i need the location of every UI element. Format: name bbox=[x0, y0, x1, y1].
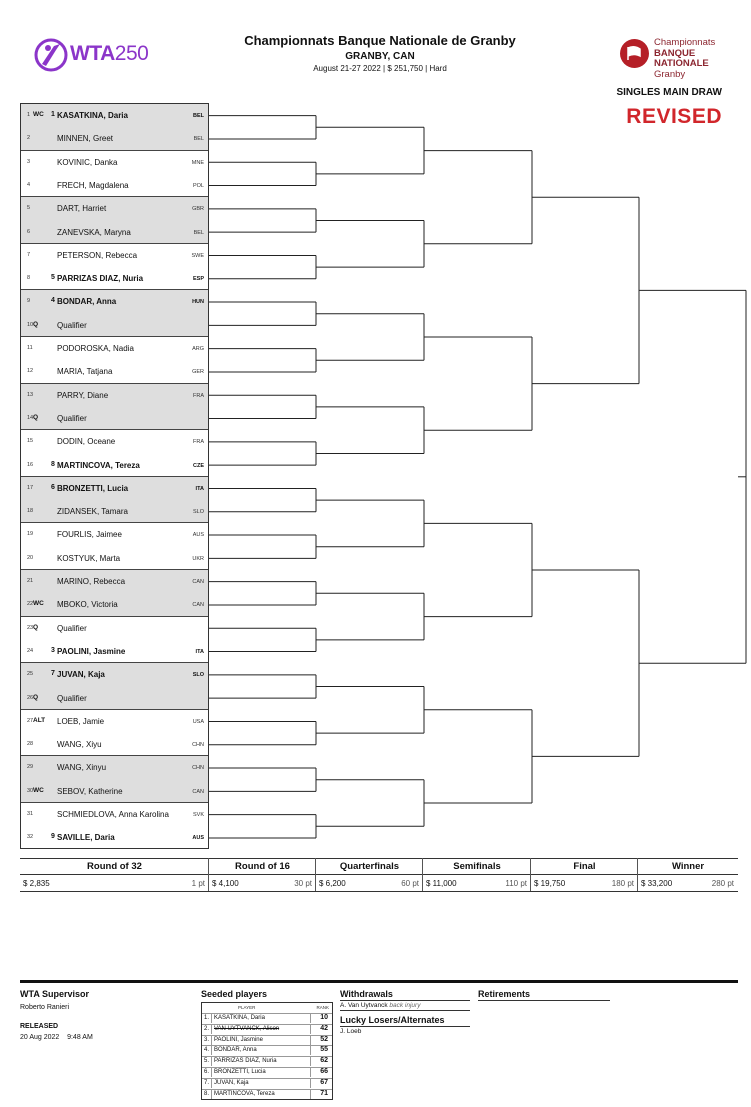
lucky-losers-heading: Lucky Losers/Alternates bbox=[340, 1015, 445, 1025]
round-name: Round of 32 bbox=[87, 861, 142, 872]
player-name: WANG, Xiyu bbox=[57, 740, 102, 750]
player-country: HUN bbox=[192, 299, 204, 306]
player-name: ZANEVSKA, Maryna bbox=[57, 227, 131, 237]
event-info: August 21-27 2022 | $ 251,750 | Hard bbox=[313, 64, 447, 73]
draw-position: 29 bbox=[27, 764, 34, 771]
player-country: UKR bbox=[192, 555, 204, 562]
withdrawal-entry: A. Van Uytvanck back injury bbox=[340, 1002, 421, 1009]
seeded-player-rank: 42 bbox=[320, 1024, 328, 1032]
draw-position: 12 bbox=[27, 368, 34, 375]
seed-index: 6. bbox=[204, 1069, 210, 1075]
player-country: POL bbox=[192, 182, 204, 189]
draw-type: SINGLES MAIN DRAW bbox=[616, 87, 722, 98]
player-name: JUVAN, Kaja bbox=[57, 670, 105, 680]
draw-position: 4 bbox=[27, 181, 31, 188]
draw-position: 30 bbox=[27, 787, 34, 794]
seeded-players-table bbox=[201, 1002, 333, 1100]
draw-position: 15 bbox=[27, 438, 34, 445]
draw-position: 11 bbox=[27, 345, 33, 351]
player-name: PARRIZAS DIAZ, Nuria bbox=[57, 274, 144, 284]
player-name: Qualifier bbox=[57, 320, 87, 330]
event-title: Championnats Banque Nationale de Granby bbox=[244, 33, 516, 48]
seeded-row bbox=[202, 1078, 332, 1088]
player-name: PETERSON, Rebecca bbox=[57, 250, 138, 260]
player-country: SVK bbox=[192, 812, 204, 818]
seeded-player-name: BONDAR, Anna bbox=[214, 1047, 257, 1054]
draw-position: 27 bbox=[27, 717, 34, 724]
entry-type: WC bbox=[33, 786, 44, 794]
player-name: KOVINIC, Danka bbox=[57, 157, 118, 167]
draw-position: 25 bbox=[27, 671, 34, 678]
entry-type: WC bbox=[33, 600, 44, 608]
player-country: CHN bbox=[192, 742, 204, 749]
round-column bbox=[531, 858, 638, 891]
entry-type: ALT bbox=[33, 716, 46, 724]
player-name: KOSTYUK, Marta bbox=[57, 553, 121, 563]
draw-position: 28 bbox=[27, 741, 34, 748]
round-name: Semifinals bbox=[453, 861, 501, 872]
seeded-col-player: PLAYER bbox=[238, 1005, 256, 1010]
seeded-player-name: VAN UYTVANCK, Alison bbox=[214, 1025, 280, 1032]
player-country: CAN bbox=[192, 579, 204, 585]
seed-number: 1 bbox=[51, 111, 55, 118]
seeded-row bbox=[202, 1056, 332, 1066]
player-name: PARRY, Diane bbox=[57, 390, 109, 400]
seed-number: 7 bbox=[51, 670, 55, 678]
player-name: MINNEN, Greet bbox=[57, 134, 114, 144]
seed-number: 8 bbox=[51, 460, 55, 468]
player-name: Qualifier bbox=[57, 623, 87, 633]
seeded-player-rank: 52 bbox=[320, 1035, 328, 1043]
draw-position: 9 bbox=[27, 298, 31, 305]
entry-type: Q bbox=[33, 693, 39, 701]
entry-type: Q bbox=[33, 320, 39, 328]
player-country: GER bbox=[192, 369, 204, 376]
draw-position: 7 bbox=[27, 251, 31, 258]
player-name: MBOKO, Victoria bbox=[57, 600, 118, 610]
player-country: ARG bbox=[192, 346, 204, 352]
player-name: LOEB, Jamie bbox=[57, 716, 105, 726]
round-prize: $ 4,100 bbox=[212, 879, 239, 888]
draw-position: 2 bbox=[27, 135, 31, 142]
seed-index: 7. bbox=[204, 1079, 210, 1086]
player-name: MARTINCOVA, Tereza bbox=[57, 460, 140, 470]
round-name: Quarterfinals bbox=[339, 861, 400, 872]
player-country: CHN bbox=[192, 765, 204, 772]
round-points: 60 pt bbox=[401, 879, 419, 888]
supervisor-heading: WTA Supervisor bbox=[20, 989, 90, 999]
player-country: BEL bbox=[193, 229, 204, 236]
sponsor-line-1: Championnats bbox=[654, 37, 716, 48]
player-name: BONDAR, Anna bbox=[57, 297, 117, 307]
player-country: USA bbox=[192, 718, 204, 725]
draw-position: 31 bbox=[27, 811, 34, 817]
seeded-col-rank: RANK bbox=[316, 1005, 329, 1010]
player-name: FRECH, Magdalena bbox=[57, 180, 129, 190]
player-name: PAOLINI, Jasmine bbox=[57, 646, 126, 656]
player-country: ESP bbox=[192, 276, 204, 283]
player-country: SLO bbox=[192, 509, 204, 516]
seeded-player-rank: 55 bbox=[320, 1046, 328, 1054]
draw-position: 16 bbox=[27, 461, 34, 468]
seeded-row bbox=[202, 1089, 332, 1099]
draw-position: 20 bbox=[27, 554, 34, 561]
player-country: CZE bbox=[193, 462, 204, 469]
draw-position: 14 bbox=[27, 414, 34, 421]
seed-number: 9 bbox=[51, 833, 55, 841]
sponsor-line-3: NATIONALE bbox=[654, 58, 709, 69]
player-country: FRA bbox=[193, 439, 204, 446]
round-points: 280 pt bbox=[711, 879, 734, 888]
seed-index: 5. bbox=[204, 1058, 210, 1065]
round-points: 180 pt bbox=[611, 879, 634, 888]
player-country: ITA bbox=[195, 485, 204, 492]
draw-position: 6 bbox=[27, 228, 31, 235]
event-location: GRANBY, CAN bbox=[345, 51, 415, 62]
player-name: PODOROSKA, Nadia bbox=[57, 344, 134, 353]
seeded-player-name: JUVAN, Kaja bbox=[214, 1079, 249, 1086]
seeded-player-name: BRONZETTI, Lucia bbox=[214, 1069, 266, 1075]
seed-index: 8. bbox=[204, 1090, 210, 1097]
seeded-player-rank: 67 bbox=[320, 1078, 328, 1086]
seed-index: 2. bbox=[204, 1025, 210, 1032]
player-name: WANG, Xinyu bbox=[57, 763, 107, 773]
draw-position: 26 bbox=[27, 694, 34, 701]
lucky-loser-entry: J. Loeb bbox=[340, 1028, 362, 1035]
seeded-row bbox=[202, 1067, 332, 1077]
seeded-row bbox=[202, 1045, 332, 1055]
seed-index: 1. bbox=[204, 1015, 210, 1021]
seeded-player-name: PAOLINI, Jasmine bbox=[214, 1036, 263, 1043]
seed-number: 3 bbox=[51, 646, 55, 654]
round-prize: $ 33,200 bbox=[641, 879, 673, 888]
round-prize: $ 19,750 bbox=[534, 879, 566, 888]
seeded-row bbox=[202, 1024, 332, 1034]
sponsor-line-2: BANQUE bbox=[654, 48, 696, 59]
player-country: BEL bbox=[193, 136, 204, 143]
player-name: Qualifier bbox=[57, 693, 87, 703]
round-column bbox=[20, 858, 209, 891]
player-name: SCHMIEDLOVA, Anna Karolina bbox=[57, 810, 169, 819]
seeded-row bbox=[202, 1013, 332, 1023]
seeded-player-rank: 10 bbox=[320, 1014, 328, 1021]
entry-type: Q bbox=[33, 623, 39, 631]
seeded-row bbox=[202, 1035, 332, 1045]
entry-type: Q bbox=[33, 413, 39, 421]
draw-position: 23 bbox=[27, 624, 34, 631]
draw-position: 10 bbox=[27, 321, 34, 328]
round-points: 110 pt bbox=[505, 879, 527, 888]
draw-position: 1 bbox=[27, 112, 31, 118]
player-country: MNE bbox=[191, 159, 204, 166]
seeded-player-rank: 71 bbox=[320, 1089, 328, 1097]
player-name: DODIN, Oceane bbox=[57, 437, 116, 447]
released-date: 20 Aug 2022 9:48 AM bbox=[20, 1034, 93, 1041]
round-prize-bar bbox=[20, 858, 738, 893]
seed-number: 6 bbox=[51, 483, 55, 491]
draw-position: 3 bbox=[27, 158, 31, 165]
seeded-player-rank: 66 bbox=[320, 1068, 328, 1075]
player-country: AUS bbox=[192, 835, 204, 842]
draw-position: 13 bbox=[27, 391, 34, 398]
draw-position: 19 bbox=[27, 531, 34, 538]
player-name: SAVILLE, Daria bbox=[57, 833, 115, 843]
draw-position: 8 bbox=[27, 275, 31, 282]
player-country: FRA bbox=[193, 392, 204, 399]
player-country: SWE bbox=[191, 252, 204, 259]
player-name: MARIA, Tatjana bbox=[57, 367, 113, 377]
draw-position: 17 bbox=[27, 484, 34, 491]
round-name: Final bbox=[573, 861, 596, 872]
player-country: SLO bbox=[192, 672, 204, 679]
draw-position: 5 bbox=[27, 205, 31, 212]
player-name: MARINO, Rebecca bbox=[57, 577, 126, 586]
player-country: AUS bbox=[192, 532, 204, 539]
withdrawals-heading: Withdrawals bbox=[340, 989, 393, 999]
player-name: ZIDANSEK, Tamara bbox=[57, 507, 128, 517]
round-column bbox=[316, 858, 423, 891]
draw-position: 21 bbox=[27, 578, 34, 584]
player-name: SEBOV, Katherine bbox=[57, 786, 123, 796]
player-country: BEL bbox=[193, 113, 204, 119]
seed-number: 5 bbox=[51, 274, 55, 282]
round-column bbox=[638, 858, 738, 891]
player-name: Qualifier bbox=[57, 413, 87, 423]
round-name: Winner bbox=[671, 861, 705, 872]
player-name: BRONZETTI, Lucia bbox=[57, 483, 129, 493]
round-prize: $ 6,200 bbox=[319, 879, 346, 888]
player-name: FOURLIS, Jaimee bbox=[57, 530, 122, 540]
seed-index: 3. bbox=[204, 1036, 210, 1043]
player-country: ITA bbox=[195, 648, 204, 655]
draw-position: 22 bbox=[27, 601, 34, 608]
round-column bbox=[209, 858, 316, 891]
round-points: 30 pt bbox=[294, 879, 312, 888]
footer-rule bbox=[20, 980, 738, 983]
entry-type: WC bbox=[33, 111, 44, 118]
draw-position: 32 bbox=[27, 834, 34, 841]
draw-position: 24 bbox=[27, 647, 34, 654]
player-name: KASATKINA, Daria bbox=[57, 111, 128, 120]
player-country: GBR bbox=[192, 206, 204, 213]
retirements-heading: Retirements bbox=[478, 989, 531, 999]
seeded-player-name: MARTINCOVA, Tereza bbox=[214, 1090, 275, 1097]
draw-position: 18 bbox=[27, 508, 34, 515]
player-country: CAN bbox=[192, 602, 204, 609]
supervisor-name: Roberto Ranieri bbox=[20, 1004, 70, 1011]
sponsor-line-4: Granby bbox=[654, 69, 686, 80]
seeded-player-name: PARRIZAS DIAZ, Nuria bbox=[214, 1058, 277, 1065]
seed-number: 4 bbox=[51, 297, 55, 305]
round-column bbox=[423, 858, 531, 891]
wta-logo-text: WTA250 bbox=[70, 42, 149, 65]
round-points: 1 pt bbox=[191, 879, 205, 888]
player-country: CAN bbox=[192, 788, 204, 795]
seed-index: 4. bbox=[204, 1047, 210, 1054]
seeded-player-name: KASATKINA, Daria bbox=[214, 1015, 265, 1021]
round-name: Round of 16 bbox=[235, 861, 290, 872]
round-prize: $ 2,835 bbox=[23, 879, 50, 888]
released-label: RELEASED bbox=[20, 1023, 59, 1030]
round-prize: $ 11,000 bbox=[426, 879, 457, 888]
seeded-heading: Seeded players bbox=[201, 989, 268, 999]
player-name: DART, Harriet bbox=[57, 204, 107, 214]
revised-label: REVISED bbox=[626, 105, 722, 128]
seeded-player-rank: 62 bbox=[320, 1057, 328, 1065]
